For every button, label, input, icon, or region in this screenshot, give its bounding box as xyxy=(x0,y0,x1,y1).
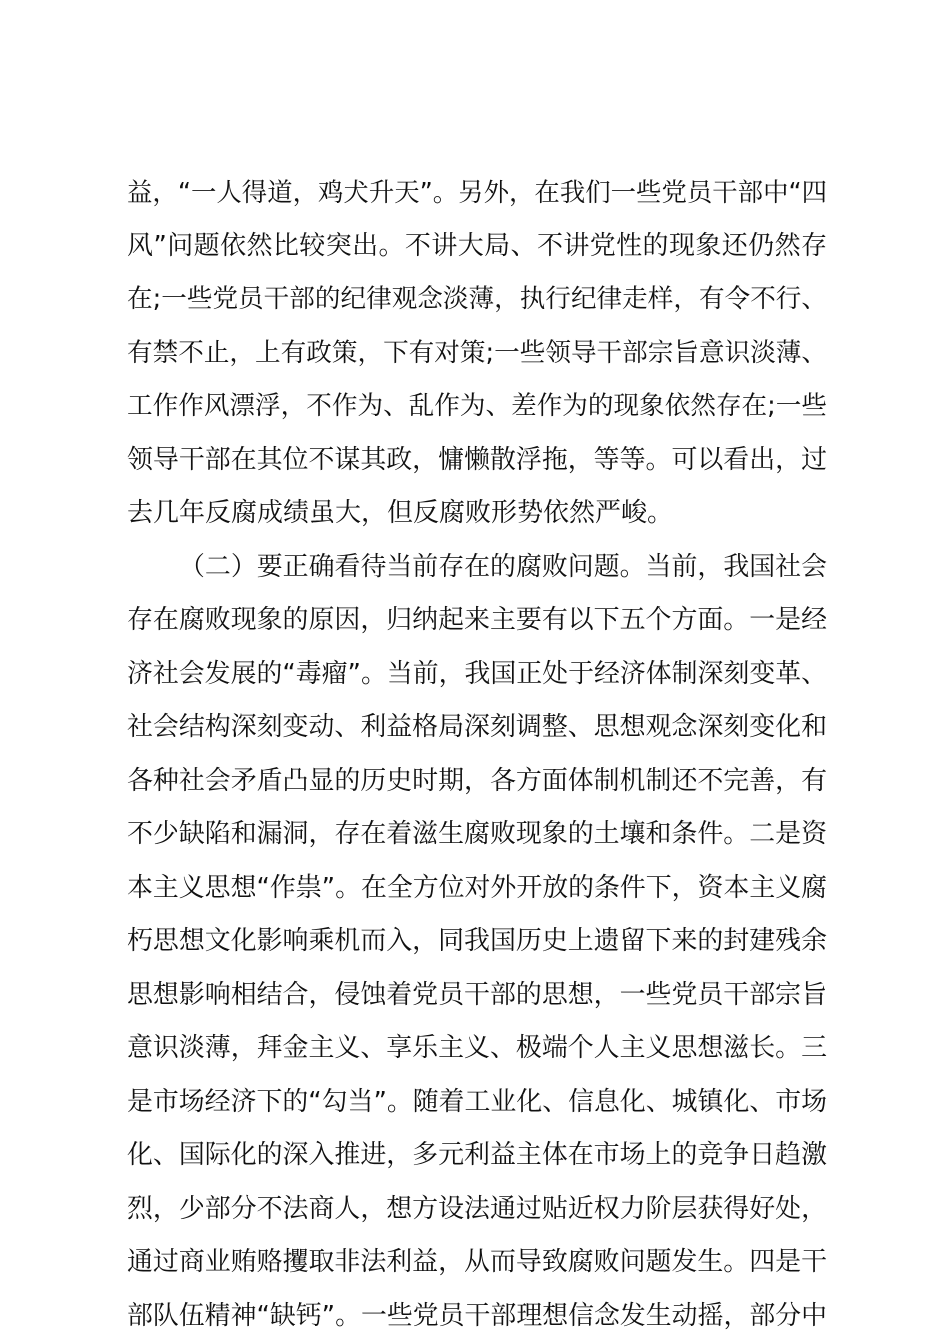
text-line: 化、国际化的深入推进，多元利益主体在市场上的竞争日趋激 xyxy=(127,1140,827,1170)
text-line: 各种社会矛盾凸显的历史时期，各方面体制机制还不完善，有 xyxy=(127,765,827,796)
text-line: 风”问题依然比较突出。不讲大局、不讲党性的现象还仍然存 xyxy=(127,230,827,261)
text-line: 朽思想文化影响乘机而入，同我国历史上遗留下来的封建残余 xyxy=(127,926,827,956)
text-line: 本主义思想“作祟”。在全方位对外开放的条件下，资本主义腐 xyxy=(127,872,827,903)
text-line: 工作作风漂浮，不作为、乱作为、差作为的现象依然存在;一些 xyxy=(127,391,827,421)
text-line: 领导干部在其位不谋其政，慵懒散浮拖，等等。可以看出，过 xyxy=(127,444,827,475)
text-line: 济社会发展的“毒瘤”。当前，我国正处于经济体制深刻变革、 xyxy=(127,658,827,689)
text-line: 通过商业贿赂攫取非法利益，从而导致腐败问题发生。四是干 xyxy=(127,1247,827,1277)
text-line: 社会结构深刻变动、利益格局深刻调整、思想观念深刻变化和 xyxy=(127,712,827,742)
text-line: 有禁不止，上有政策，下有对策;一些领导干部宗旨意识淡薄、 xyxy=(127,337,827,368)
text-line: 存在腐败现象的原因，归纳起来主要有以下五个方面。一是经 xyxy=(127,605,827,635)
text-line: 部队伍精神“缺钙”。一些党员干部理想信念发生动摇，部分中 xyxy=(127,1300,827,1331)
text-line: 去几年反腐成绩虽大，但反腐败形势依然严峻。 xyxy=(127,498,674,528)
text-line: 不少缺陷和漏洞，存在着滋生腐败现象的土壤和条件。二是资 xyxy=(127,819,827,849)
text-line: 是市场经济下的“勾当”。随着工业化、信息化、城镇化、市场 xyxy=(127,1086,827,1117)
body-text xyxy=(127,166,827,1343)
text-line: 益，“一人得道，鸡犬升天”。另外，在我们一些党员干部中“四 xyxy=(127,177,828,207)
text-line: 意识淡薄，拜金主义、享乐主义、极端个人主义思想滋长。三 xyxy=(127,1033,827,1063)
text-line: 烈，少部分不法商人，想方设法通过贴近权力阶层获得好处， xyxy=(127,1193,827,1224)
text-line: 思想影响相结合，侵蚀着党员干部的思想，一些党员干部宗旨 xyxy=(127,979,827,1010)
paragraph-start-line: （二）要正确看待当前存在的腐败问题。当前，我国社会 xyxy=(179,551,827,582)
text-line: 在;一些党员干部的纪律观念淡薄，执行纪律走样，有令不行、 xyxy=(127,284,827,314)
